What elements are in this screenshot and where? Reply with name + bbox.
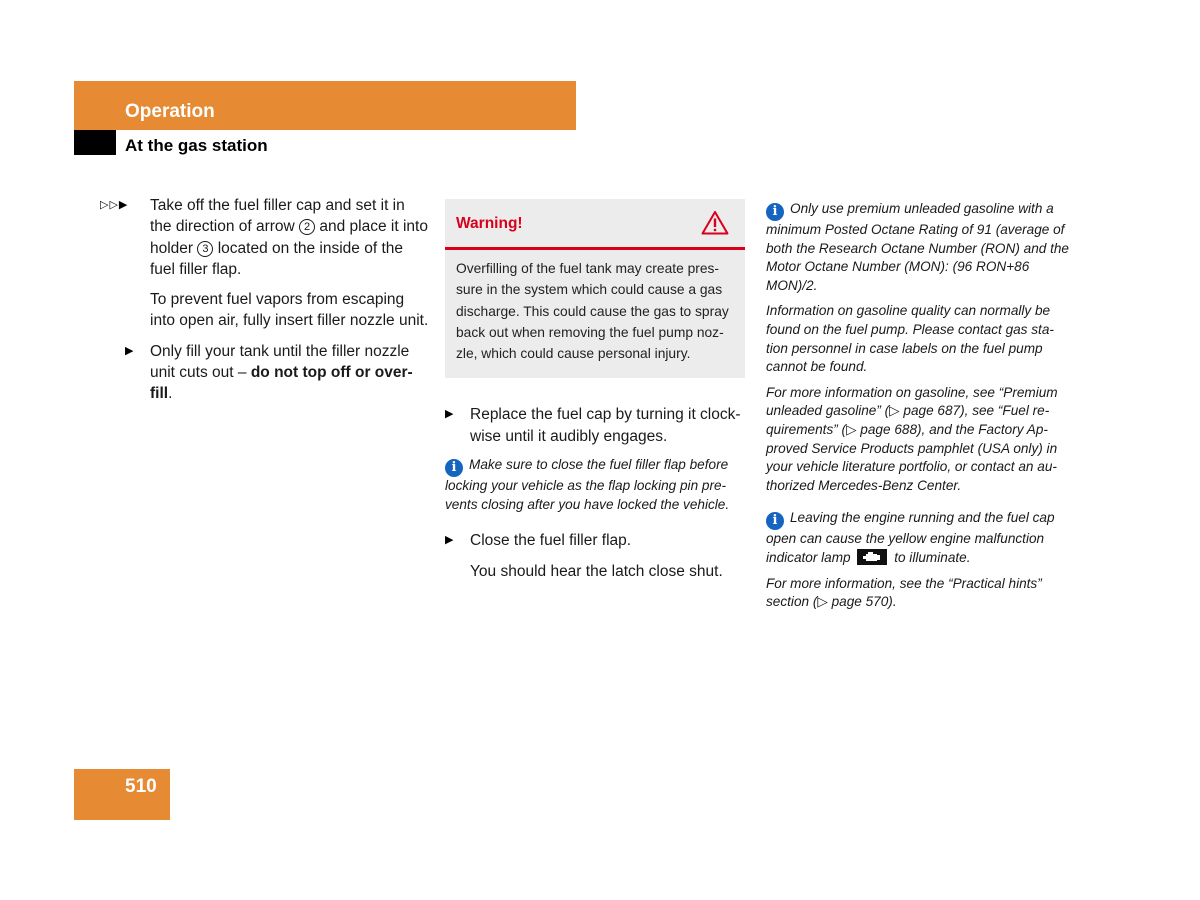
step-text: Only fill your tank until the filler nozzle unit cuts out –: [150, 342, 410, 382]
instruction-step: [445, 404, 750, 447]
step-emphasis: do not top off or over-fill: [150, 364, 413, 403]
info-note: [445, 456, 750, 514]
instruction-step: [100, 195, 430, 280]
step-text: and place it into holder: [150, 218, 428, 257]
step-continuation: You should hear the latch close shut.: [470, 562, 723, 580]
info-paragraph: For more information on gasoline, see “Premium unleaded gasoline” (▷ page 687), see “Fuel re-quirements” (▷ page 688), and the Factory Ap-proved Service Products pamphlet (USA only) in your vehicle literature portfolio, or contact an au-thorized Mercedes-Benz Center.: [766, 384, 1058, 493]
page-number: 510: [125, 776, 157, 797]
info-text: Leaving the engine running and the fuel cap open can cause the yellow engine malfunction indicator lamp: [766, 510, 1055, 565]
column-1: [100, 195, 430, 414]
step-text: Take off the fuel filler cap and set it in the direction of arrow: [150, 197, 405, 236]
info-paragraph: For more information, see the “Practical hints” section (▷ page 570).: [766, 575, 1042, 610]
info-note-engine-lamp: [766, 509, 1071, 611]
info-icon: i: [445, 459, 463, 477]
info-paragraph: [766, 509, 1071, 567]
column-3: [766, 200, 1071, 626]
info-icon: i: [766, 203, 784, 221]
info-note-gasoline: [766, 200, 1071, 495]
engine-malfunction-lamp-icon: [857, 549, 887, 565]
header-tab-marker: [74, 130, 116, 155]
step-marker-icon: ▶: [445, 408, 455, 421]
step-marker-icon: ▶: [125, 344, 135, 357]
instruction-step: [100, 341, 430, 405]
step-marker-icon: ▶: [445, 534, 455, 547]
info-paragraph: Information on gasoline quality can normally be found on the fuel pump. Please contact gas sta-tion personnel in case labels on the fuel pump cannot be found.: [766, 303, 1054, 375]
step-continuation: To prevent fuel vapors from escaping into open air, fully insert filler nozzle unit.: [150, 291, 429, 330]
warning-triangle-icon: [701, 210, 729, 241]
warning-text: Overfilling of the fuel tank may create pres-sure in the system which could cause a gas discharge. This could cause the gas to spray back out when removing the fuel pump noz-zle, which could cause personal injury.: [456, 261, 729, 362]
step-text: located on the inside of the fuel filler flap.: [150, 239, 403, 278]
step-text: Replace the fuel cap by turning it clock-wise until it audibly engages.: [470, 406, 741, 445]
callout-number-3: 3: [197, 241, 213, 257]
step-text: Close the fuel filler flap.: [470, 532, 632, 550]
warning-header: [445, 199, 745, 250]
subsection-title: At the gas station: [125, 136, 268, 155]
warning-title: Warning!: [456, 215, 523, 232]
warning-box: [445, 199, 745, 378]
callout-number-2: 2: [299, 219, 315, 235]
section-title: Operation: [125, 101, 215, 122]
info-text: Only use premium unleaded gasoline with a minimum Posted Octane Rating of 91 (average of both the Research Octane Number (RON) and the Motor Octane Number (MON): (96 RON+86 MON)/2.: [766, 201, 1069, 293]
info-paragraph: [766, 200, 1071, 295]
step-text-end: .: [168, 385, 173, 403]
info-icon: i: [766, 512, 784, 530]
info-text: Make sure to close the fuel filler flap before locking your vehicle as the flap locking pin pre-vents closing after you have locked the vehicle.: [445, 457, 730, 512]
instruction-step: [445, 530, 750, 551]
info-text: to illuminate.: [894, 549, 971, 565]
continued-step-marker-icon: ▷▷▶: [100, 199, 129, 211]
column-2: [445, 199, 750, 591]
